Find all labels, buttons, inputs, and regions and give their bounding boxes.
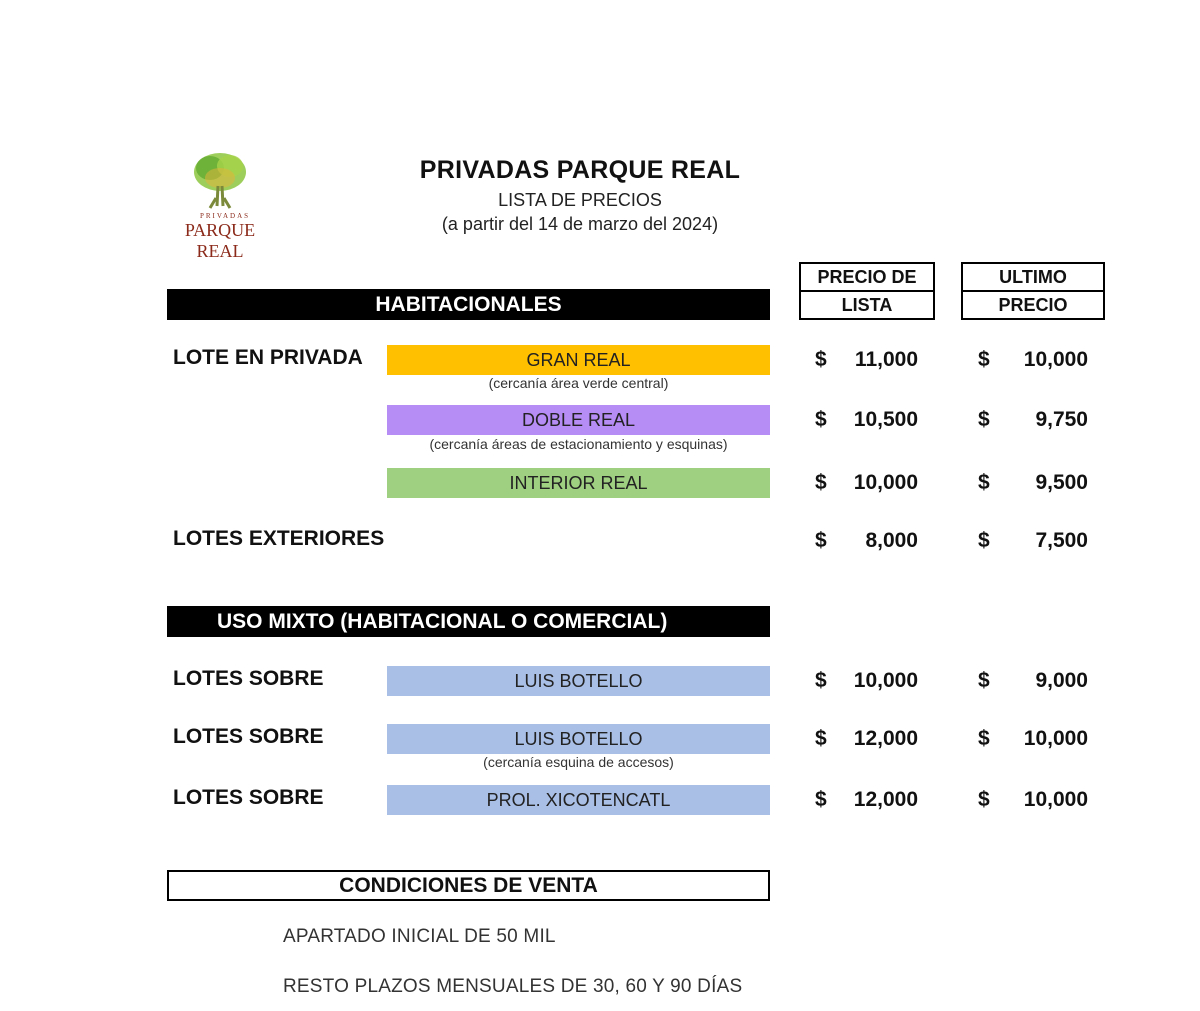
parque-real-logo [160, 150, 280, 261]
lot-type-bar: LUIS BOTELLO [387, 724, 770, 754]
last-price [978, 405, 1088, 435]
page-title: PRIVADAS PARQUE REAL [419, 156, 741, 184]
currency-symbol: $ [978, 727, 990, 750]
row-label: LOTES SOBRE [173, 667, 324, 690]
currency-symbol: $ [815, 471, 827, 494]
currency-symbol: $ [978, 471, 990, 494]
list-price [815, 345, 918, 375]
currency-symbol: $ [978, 788, 990, 811]
lot-type-bar: GRAN REAL [387, 345, 770, 375]
price-amount: 10,000 [1023, 788, 1088, 811]
lot-type-note: (cercanía área verde central) [488, 375, 669, 391]
last-price [978, 666, 1088, 696]
price-amount: 11,000 [854, 348, 918, 371]
currency-symbol: $ [815, 348, 827, 371]
lot-type-note: (cercanía esquina de accesos) [483, 754, 674, 770]
row-label: LOTES EXTERIORES [173, 527, 385, 550]
row-label: LOTES SOBRE [173, 786, 324, 809]
price-amount: 9,750 [1035, 408, 1088, 431]
currency-symbol: $ [978, 408, 990, 431]
currency-symbol: $ [815, 727, 827, 750]
lot-type-bar: LUIS BOTELLO [387, 666, 770, 696]
column-header-line: PRECIO DE [801, 264, 933, 292]
condition-item: RESTO PLAZOS MENSUALES DE 30, 60 Y 90 DÍAS [283, 976, 743, 997]
list-price [815, 785, 918, 815]
section-header-condiciones: CONDICIONES DE VENTA [167, 870, 770, 901]
column-header-precio-lista [799, 262, 935, 320]
logo-brand-text: PARQUE REAL [184, 220, 256, 261]
price-amount: 10,000 [853, 471, 918, 494]
list-price [815, 468, 918, 498]
currency-symbol: $ [815, 788, 827, 811]
price-amount: 12,000 [853, 788, 918, 811]
price-amount: 10,000 [1023, 727, 1088, 750]
last-price [978, 526, 1088, 556]
row-label: LOTE EN PRIVADA [173, 346, 363, 369]
condition-item: APARTADO INICIAL DE 50 MIL [283, 926, 556, 947]
price-amount: 7,500 [1035, 529, 1088, 552]
column-header-line: LISTA [841, 295, 893, 315]
last-price [978, 468, 1088, 498]
lot-type-note: (cercanía áreas de estacionamiento y esquinas) [429, 436, 728, 452]
list-price [815, 526, 918, 556]
list-price [815, 666, 918, 696]
price-amount: 10,000 [1023, 348, 1088, 371]
tree-icon [182, 150, 258, 212]
price-amount: 9,500 [1035, 471, 1088, 494]
page-subtitle: LISTA DE PRECIOS [498, 190, 662, 210]
currency-symbol: $ [978, 348, 990, 371]
last-price [978, 785, 1088, 815]
currency-symbol: $ [815, 408, 827, 431]
currency-symbol: $ [815, 669, 827, 692]
price-amount: 10,500 [853, 408, 918, 431]
price-amount: 9,000 [1035, 669, 1088, 692]
price-amount: 8,000 [865, 529, 918, 552]
column-header-ultimo-precio [961, 262, 1105, 320]
last-price [978, 724, 1088, 754]
lot-type-bar: DOBLE REAL [387, 405, 770, 435]
currency-symbol: $ [815, 529, 827, 552]
logo-small-text: PRIVADAS [199, 212, 251, 220]
column-header-line: PRECIO [998, 295, 1068, 315]
column-header-line: ULTIMO [963, 264, 1103, 292]
lot-type-bar: PROL. XICOTENCATL [387, 785, 770, 815]
effective-date: (a partir del 14 de marzo del 2024) [441, 214, 719, 234]
currency-symbol: $ [978, 529, 990, 552]
currency-symbol: $ [978, 669, 990, 692]
list-price [815, 724, 918, 754]
section-header-uso-mixto: USO MIXTO (HABITACIONAL O COMERCIAL) [167, 606, 770, 637]
price-amount: 12,000 [853, 727, 918, 750]
row-label: LOTES SOBRE [173, 725, 324, 748]
lot-type-bar: INTERIOR REAL [387, 468, 770, 498]
last-price [978, 345, 1088, 375]
price-amount: 10,000 [853, 669, 918, 692]
list-price [815, 405, 918, 435]
section-header-habitacionales: HABITACIONALES [167, 289, 770, 320]
